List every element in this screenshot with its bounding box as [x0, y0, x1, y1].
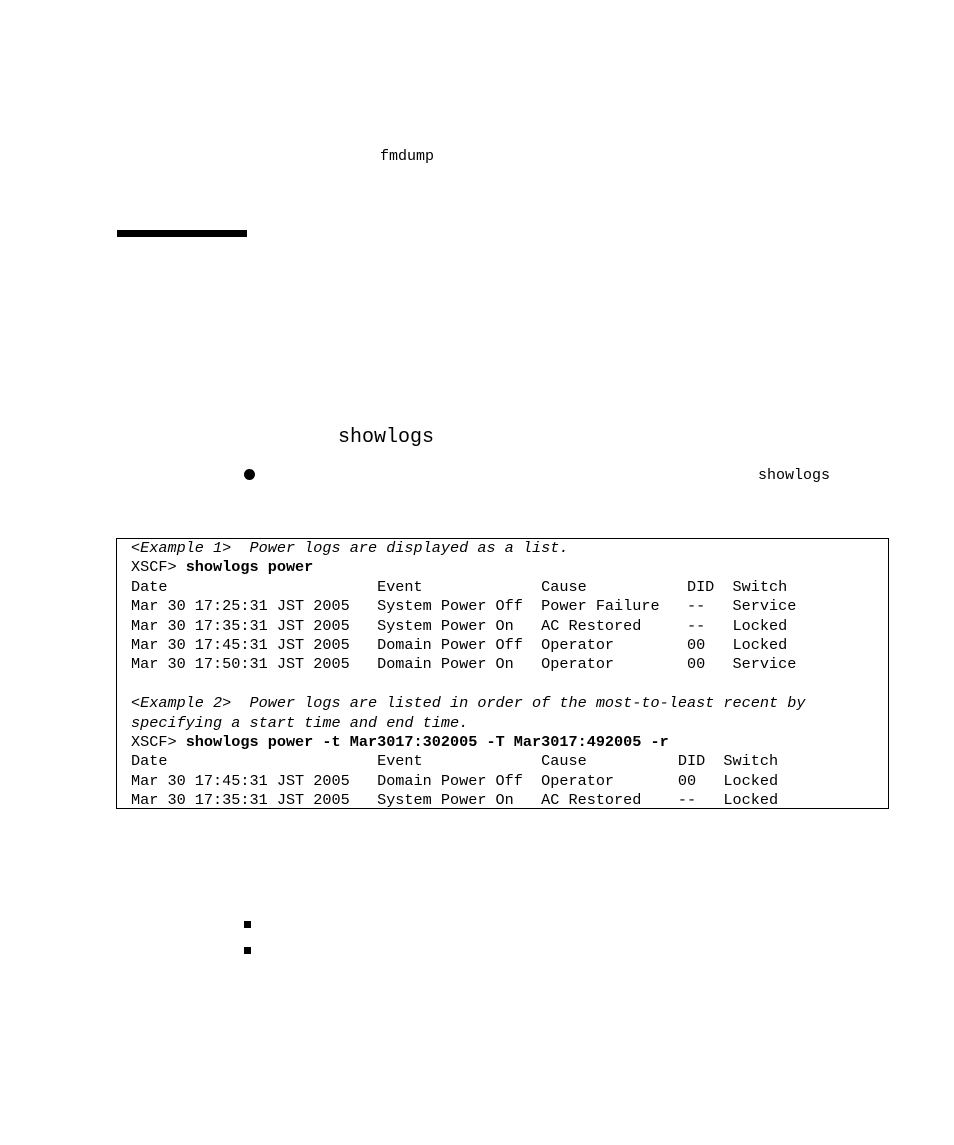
showlogs-heading-text: showlogs: [338, 426, 435, 449]
code-example-box: [116, 538, 889, 809]
command: showlogs power: [185, 558, 314, 577]
example-2-command-line: [131, 733, 805, 752]
example-2-caption-line-1: <Example 2> Power logs are listed in order of the most-to-least recent by: [131, 694, 806, 713]
example-1-caption: <Example 1> Power logs are displayed as a list.: [131, 539, 569, 557]
example-2-header: Date Event Cause DID Switch: [131, 752, 779, 771]
table-row: Mar 30 17:45:31 JST 2005 Domain Power Off Operator 00 Locked: [131, 771, 779, 790]
prompt: XSCF>: [131, 558, 186, 577]
round-bullet-icon: [244, 469, 255, 480]
example-1-command-line: [131, 558, 805, 577]
command: showlogs power -t Mar3017:302005 -T Mar3017:492005 -r: [185, 732, 669, 751]
square-bullet-icon: [244, 921, 251, 928]
example-1-header: Date Event Cause DID Switch: [131, 577, 788, 596]
square-bullet-icon: [244, 947, 251, 954]
blank-line: [131, 675, 805, 694]
table-row: Mar 30 17:35:31 JST 2005 System Power On AC Restored -- Locked: [131, 616, 788, 635]
section-rule: [117, 230, 247, 237]
example-2-caption-line-2: specifying a start time and end time.: [131, 713, 469, 732]
table-row: Mar 30 17:25:31 JST 2005 System Power Off Power Failure -- Service: [131, 597, 797, 616]
fmdump-command-text: fmdump: [380, 148, 435, 165]
table-row: Mar 30 17:50:31 JST 2005 Domain Power On Operator 00 Service: [131, 655, 797, 674]
prompt: XSCF>: [131, 732, 186, 751]
table-row: Mar 30 17:35:31 JST 2005 System Power On AC Restored -- Locked: [131, 791, 779, 810]
code-lines: [131, 539, 805, 810]
table-row: Mar 30 17:45:31 JST 2005 Domain Power Off Operator 00 Locked: [131, 635, 788, 654]
showlogs-inline-text: showlogs: [758, 467, 831, 484]
